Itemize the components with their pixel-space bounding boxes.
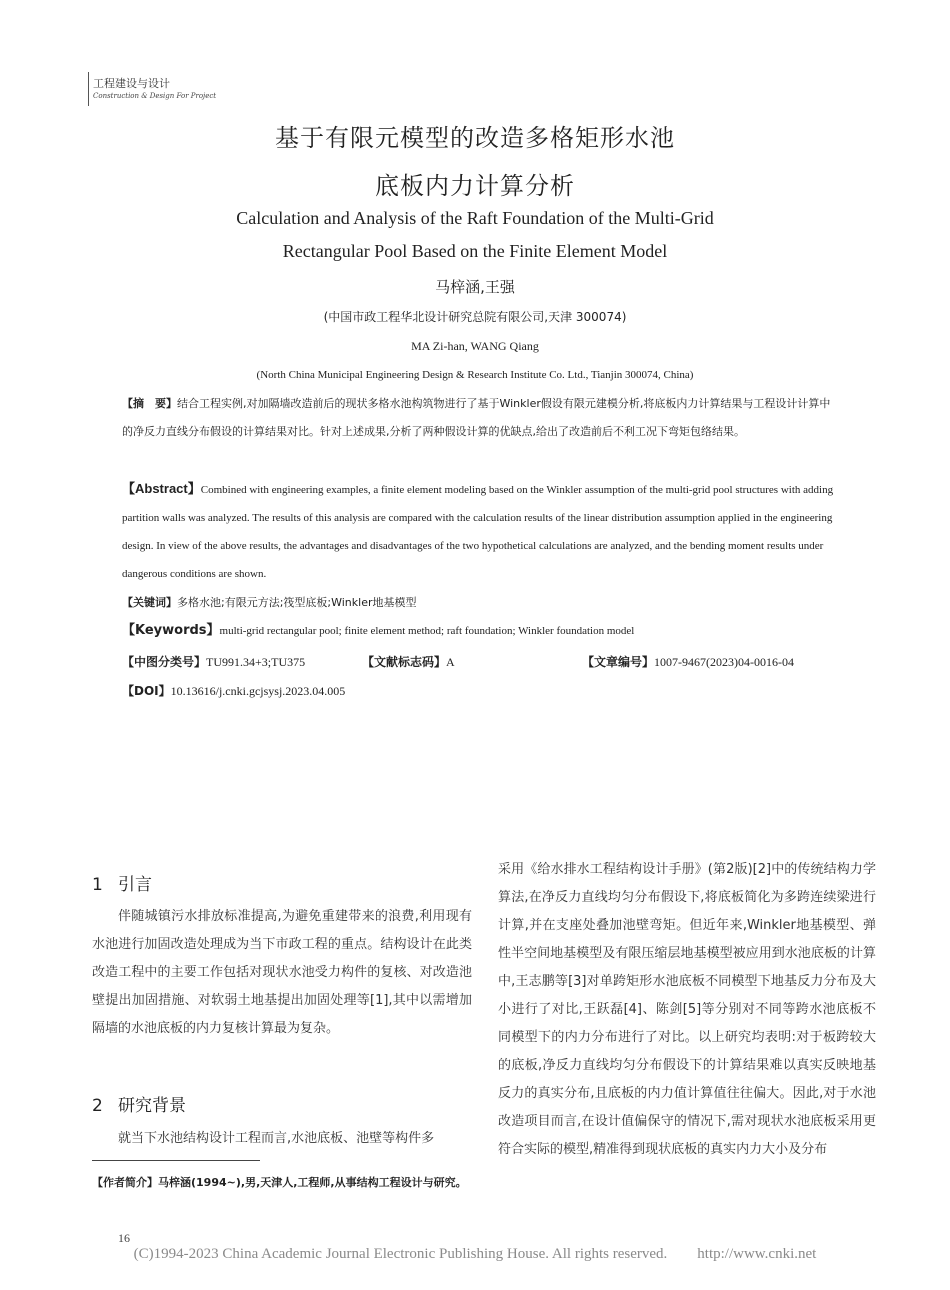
journal-name-cn: 工程建设与设计 [93,77,170,90]
section-1-title: 引言 [118,875,152,895]
copyright-watermark: (C)1994-2023 China Academic Journal Electronic Publishing House. All rights reserved. http://www.cnki.net [133,1246,817,1262]
title-cn-line2: 底板内力计算分析 [375,172,575,200]
section-1-body [92,903,472,1043]
doi [122,682,345,699]
keywords-en-label: 【Keywords】 [122,623,220,638]
article-value: 1007-9467(2023)04-0016-04 [654,655,794,669]
journal-name-en: Construction & Design For Project [93,92,217,100]
authors-en: MA Zi-han, WANG Qiang [411,339,539,353]
title-cn-line1: 基于有限元模型的改造多格矩形水池 [275,124,675,152]
doc-value: A [446,655,455,669]
abstract-cn [122,390,840,446]
abstract-en-label: 【Abstract】 [122,481,201,496]
abstract-en-text: Combined with engineering examples, a finite element modeling based on the Winkler assumption of the multi-grid pool structures with adding partition walls was analyzed. The results of this analysis are compared with the calculation results of the linear distribution assumption applied in the engineering design. In view of the above results, the advantages and disadvantages of the two hypothetical calculations are analyzed, and the bending moment results under dangerous conditions are shown. [122,484,834,580]
section-1-heading [92,870,152,895]
keywords-en-text: multi-grid rectangular pool; finite element method; raft foundation; Winkler foundation model [219,625,635,637]
abstract-cn-label: 【摘 要】 [122,397,177,410]
abstract-cn-text: 结合工程实例,对加隔墙改造前后的现状多格水池构筑物进行了基于Winkler假设有限元建模分析,将底板内力计算结果与工程设计计算中的净反力直线分布假设的计算结果对比。针对上述成果,分析了两种假设计算的优缺点,给出了改造前后不利工况下弯矩包络结果。 [122,397,831,438]
footnote-label: 【作者简介】 [92,1176,158,1189]
keywords-cn-text: 多格水池;有限元方法;筏型底板;Winkler地基模型 [177,596,417,609]
authors-cn: 马梓涵,王强 [435,278,515,296]
clc-label: 【中图分类号】 [122,655,207,669]
right-column [498,856,876,1164]
section-2-heading [92,1091,186,1116]
page-number: 16 [118,1231,130,1245]
document-code [362,653,455,670]
clc-number [122,653,305,670]
author-footnote [92,1173,472,1193]
section-2-paragraph-start: 就当下水池结构设计工程而言,水池底板、池壁等构件多 [118,1131,435,1146]
keywords-cn-label: 【关键词】 [122,596,177,609]
right-column-paragraph: 采用《给水排水工程结构设计手册》(第2版)[2]中的传统结构力学算法,在净反力直线均匀分布假设下,将底板简化为多跨连续梁进行计算,并在支座处叠加池壁弯矩。但近年来,Winkler地基模型、弹性半空间地基模型及有限压缩层地基模型被应用到水池底板的计算中,王志鹏等[3]对单跨矩形水池底板不同模型下地基反力分布及大小进行了对比,王跃磊[4]、陈剑[5]等分别对不同等跨水池底板不同模型下的内力分布进行了对比。以上研究均表明:对于板跨较大的底板,净反力直线均匀分布假设下的计算结果难以真实反映地基反力的真实分布,且底板的内力值计算值往往偏大。因此,对于水池改造项目而言,在设计值偏保守的情况下,需对现状水池底板采用更符合实际的模型,精准得到现状底板的真实内力大小及分布 [498,862,876,1157]
clc-value: TU991.34+3;TU375 [206,655,306,669]
title-en-line1: Calculation and Analysis of the Raft Foundation of the Multi-Grid [236,208,714,228]
footnote-rule [92,1160,260,1161]
header-rule [88,72,89,106]
section-2-number: 2 [92,1096,103,1116]
keywords-en [122,617,840,645]
section-1-number: 1 [92,875,103,895]
section-2-body-left [92,1125,472,1153]
abstract-en [122,475,840,588]
doc-label: 【文献标志码】 [362,655,447,669]
keywords-cn [122,589,840,617]
affiliation-cn: (中国市政工程华北设计研究总院有限公司,天津 300074) [323,310,627,324]
footnote-text: 马梓涵(1994~),男,天津人,工程师,从事结构工程设计与研究。 [158,1176,467,1189]
doi-label: 【DOI】 [122,684,171,698]
affiliation-en: (North China Municipal Engineering Design & Research Institute Co. Ltd., Tianjin 300074, China) [256,369,694,381]
doi-value: 10.13616/j.cnki.gcjsysj.2023.04.005 [170,684,346,698]
article-label: 【文章编号】 [582,655,655,669]
article-number [582,653,794,670]
section-2-title: 研究背景 [118,1096,186,1116]
section-1-paragraph: 伴随城镇污水排放标准提高,为避免重建带来的浪费,利用现有水池进行加固改造处理成为当下市政工程的重点。结构设计在此类改造工程中的主要工作包括对现状水池受力构件的复核、对改造池壁提出加固措施、对软弱土地基提出加固处理等[1],其中以需增加隔墙的水池底板的内力复核计算最为复杂。 [92,909,472,1036]
title-en-line2: Rectangular Pool Based on the Finite Element Model [282,241,668,261]
